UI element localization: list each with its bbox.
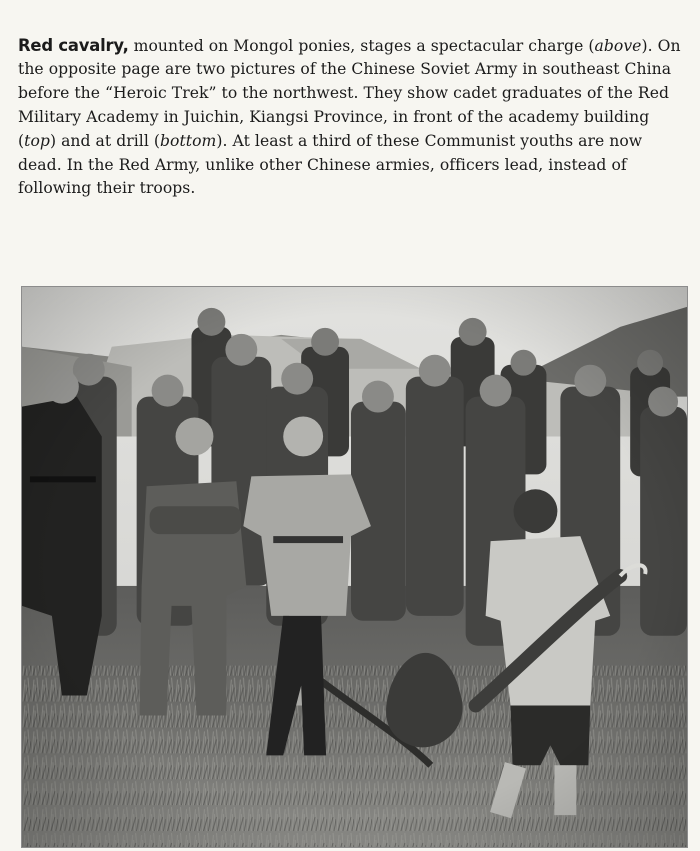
caption-ref-bottom: bottom: [160, 131, 217, 150]
caption-text: ) and at drill (: [49, 131, 161, 150]
caption-text: mounted on Mongol ponies, stages a spectacular charge (: [128, 36, 595, 55]
caption-text: ). On the opposite page are two pictures of the Chinese Soviet Army in southeast China before the “Heroic Trek” to the northwest. They show cadet graduates of the Red Military Academy in Juichin, Kiangsi Province, in front of the academy building (: [18, 36, 681, 150]
photo-caption: [18, 34, 688, 202]
caption-text: ). At least a third of these Communist youths are now dead. In the Red Army, unlike other Chinese armies, officers lead, instead of following their troops.: [18, 131, 643, 198]
caption-ref-above: above: [594, 36, 642, 55]
cadets-photograph: [21, 286, 688, 848]
caption-lead: Red cavalry,: [18, 35, 129, 55]
caption-ref-top: top: [24, 131, 50, 150]
